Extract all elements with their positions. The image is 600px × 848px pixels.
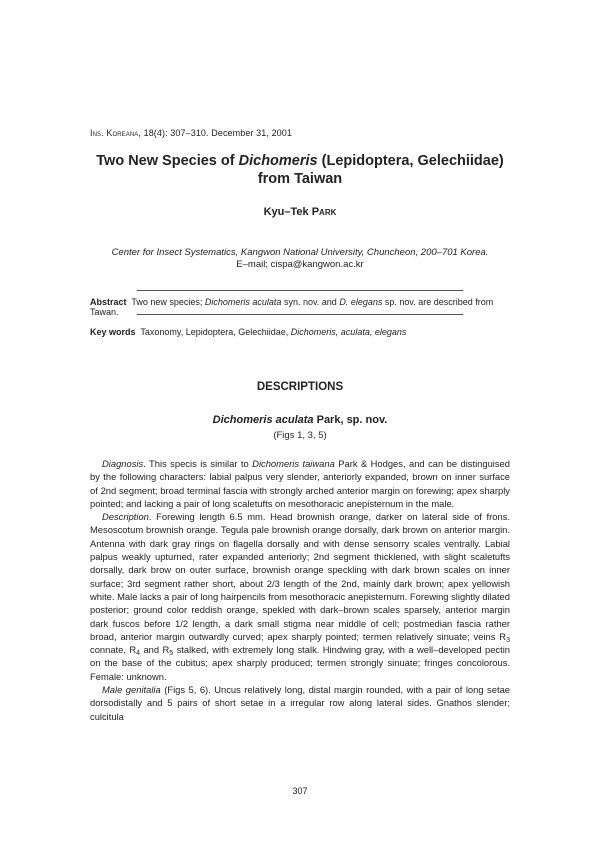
title-line-2: from Taiwan [257,171,343,187]
diagnosis-text-1: . This specis is similar to [143,458,253,469]
paper-title [60,152,540,188]
affiliation-line-1: Center for Insect Systematics, Kangwon National University, Chuncheon, 200–701 Korea. [111,247,489,258]
genitalia-text: (Figs 5, 6). Uncus relatively long, distal margin rounded, with a pair of long setae dorsodistally and 5 pairs of short setae in a irregular row along lateral sides. Gnathos slender; culcitula [90,684,510,722]
body-text [90,457,510,723]
divider-bottom [137,314,463,315]
abstract-text-3: sp. nov. are described from Tawan. [90,297,494,317]
description-text-3: and R [140,644,170,656]
keywords [90,327,520,337]
species-heading [60,414,540,426]
vein-subscript-4: 4 [136,650,141,658]
divider-top [137,290,463,291]
abstract-text-1: Two new species; [131,297,205,307]
affiliation-email: E–mail; cispa@kangwon.ac.kr [236,259,364,270]
keywords-italic: Dichomeris, aculata, elegans [290,327,407,337]
species-name: Dichomeris aculata [212,414,314,426]
abstract-species-2: D. elegans [339,297,383,307]
journal-name: Ins. Koreana [90,128,139,138]
journal-citation [90,128,292,138]
description-text-4: stalked, with extremely long stalk. Hindwing gray, with a well–developed pectin on the base of the cubitus; apex sharply produced; termen strongly sinuate; fringes concolorous. Female: unknown. [90,644,511,682]
title-part-2: (Lepidoptera, Gelechiidae) [317,153,504,169]
diagnosis-text-2: Park & Hodges, and can be distinguised by the following characters: labial palpus very slender, anteriorly expanded, brown on inner surface of 2nd segment; broad terminal fascia with strongly arched anterior margin on forewing; apex sharply pointed; and lacking a pair of long scaletufts on mesothoracic anepisternum in the male. [90,458,510,509]
species-figs: (Figs 1, 3, 5) [273,430,327,441]
description-paragraph [90,510,510,683]
section-heading: DESCRIPTIONS [256,381,344,393]
description-text-2: connate, R [90,644,137,656]
abstract-text-2: syn. nov. and [281,297,340,307]
author-name [60,206,540,218]
vein-subscript-3: 3 [506,636,510,644]
citation-details: , 18(4): 307–310. December 31, 2001 [138,128,292,138]
species-status: Park, sp. nov. [313,414,388,426]
abstract-species-1: Dichomeris aculata [204,297,282,307]
diagnosis-species: Dichomeris taiwana [252,458,335,469]
author-family: Park [311,206,337,218]
vein-subscript-5: 5 [169,650,174,658]
title-part-1: Two New Species of [96,153,239,169]
description-text-1: . Forewing length 6.5 mm. Head brownish orange, darker on lateral side of frons. Mesoscotum brownish orange. Tegula pale brownish orange dorsally, dark brown on anterior margin. Antenna with dark gray rings on flagella dorsally and with dense sensorry scales ventrally. Labial palpus weakly upturned, rater expanded anteriorly; 2nd segment thicklened, with slight scaletufts dorsally, dark brow on outer surface, brownish orange speckling with dark brown scales on inner surface; 3rd segment rather short, about 2/3 length of the 2nd, mainly dark brown; apex yellowish white. Male lacks a pair of long hairpencils from mesothoracic anepisternum. Forewing slightly dilated posterior; ground color reddish orange, spekled with dark–brown scales sparsely, anterior margin dark fuscos before 1/2 length, a dark small stigma near middle of cell; postmedian fascia rather broad, anterior margin outwardly curved; apex sharply pointed; termen relatively sinuate; veins R [90,511,510,642]
affiliation [60,247,540,271]
author-given: Kyu–Tek [263,206,312,218]
description-label: Description [102,511,149,523]
title-genus: Dichomeris [238,153,318,169]
abstract-label: Abstract [90,297,127,307]
genitalia-paragraph [90,683,510,723]
diagnosis-paragraph [90,457,510,510]
keywords-label: Key words [90,327,136,337]
genitalia-label: Male genitalia [102,684,161,696]
page-number: 307 [292,786,308,796]
keywords-text: Taxonomy, Lepidoptera, Gelechiidae, [140,327,291,337]
diagnosis-label: Diagnosis [102,458,144,469]
